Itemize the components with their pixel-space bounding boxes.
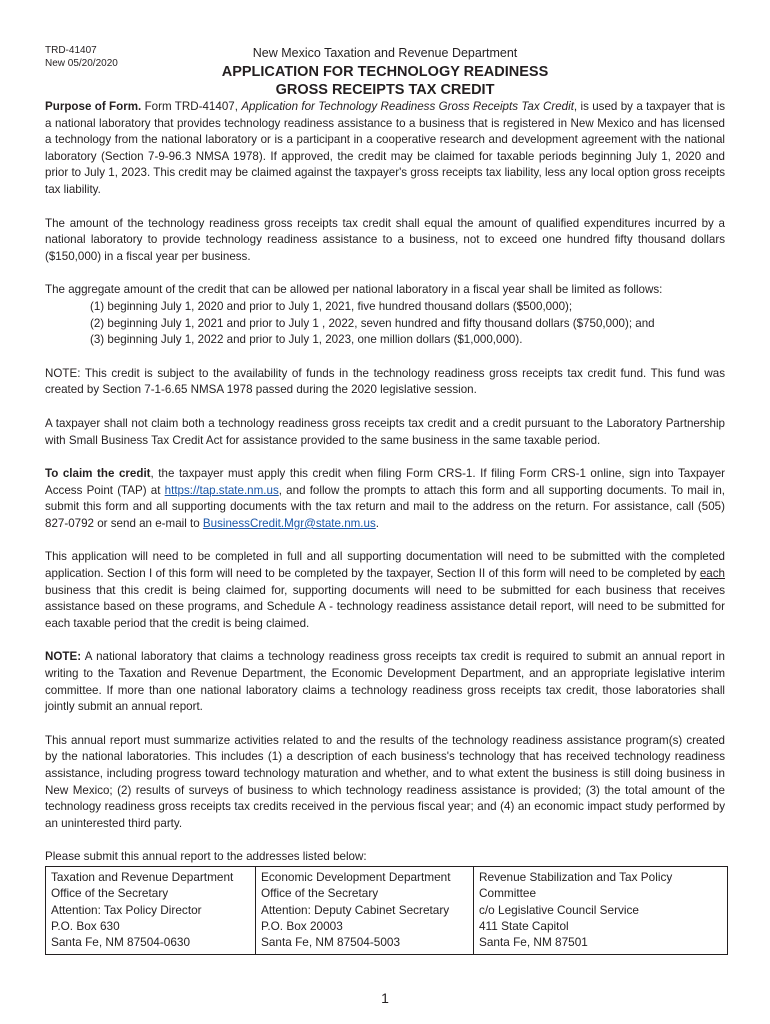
form-date: New 05/20/2020 [45,58,118,69]
note-report-paragraph [45,649,725,715]
address-line: P.O. Box 630 [51,918,120,933]
purpose-heading: Purpose of Form. [45,100,142,113]
address-line: Santa Fe, NM 87504-0630 [51,935,191,950]
no-both-paragraph: A taxpayer shall not claim both a technology readiness gross receipts tax credit and a credit pursuant to the Laboratory Partnership with Small Business Tax Credit Act for assistance provided to the same business in the same taxable period. [45,416,725,447]
purpose-form-name: Application for Technology Readiness Gross Receipts Tax Credit [241,100,574,113]
address-line: Office of the Secretary [261,886,379,901]
page-title [0,63,770,99]
agency-name: New Mexico Taxation and Revenue Department [252,46,518,60]
title-line-2: GROSS RECEIPTS TAX CREDIT [275,82,495,98]
purpose-lead: Form TRD-41407, [141,100,242,113]
address-line: Economic Development Department [261,869,451,884]
claim-text-3: . [375,516,379,530]
address-line: P.O. Box 20003 [261,918,343,933]
addresses-row [46,866,728,954]
purpose-text: , is used by a taxpayer that is a national laboratory that provides technology readiness assistance to a business that is registered in New Mexico and has licensed a technology from the national laboratory or is a participant in a cooperative research and development agreement with the national laboratory (Section 7-9-96.3 NMSA 1978). If approved, the credit may be claimed for taxable periods beginning July 1, 2020 and prior to July 1, 2023. This credit may be claimed against the taxpayer's gross receipts tax liability, less any local option gross receipts tax liability. [45,100,726,196]
form-number: TRD-41407 [45,45,97,56]
claim-heading: To claim the credit [45,467,151,481]
address-line: Attention: Tax Policy Director [51,902,202,917]
claim-text-1: , the taxpayer must apply this credit when filing Form CRS-1. If filing Form CRS-1 online, sign into Taxpayer Access Point (TAP) at [45,467,726,497]
address-line: Committee [479,886,537,901]
note-funds-paragraph: NOTE: This credit is subject to the availability of funds in the technology readiness gross receipts tax credit fund. This fund was created by Section 7-1-6.65 NMSA 1978 passed during the 2020 legislative session. [45,366,725,397]
document-body [45,99,725,955]
address-economic-development [256,866,474,954]
application-each: each [699,567,725,581]
address-revenue-stabilization [474,866,728,954]
address-line: 411 State Capitol [479,918,569,933]
application-text-1: This application will need to be completed in full and all supporting documentation will need to be submitted with the completed application. Section I of this form will need to be completed by the taxpayer, Section II of this form will need to be completed by [45,550,725,581]
address-line: Revenue Stabilization and Tax Policy [479,869,673,884]
amount-paragraph: The amount of the technology readiness gross receipts tax credit shall equal the amount of qualified expenditures incurred by a national laboratory to provide technology readiness assistance to a business, not to exceed one hundred fifty thousand dollars ($150,000) in a fiscal year per business. [45,216,725,263]
address-line: Santa Fe, NM 87504-5003 [261,935,401,950]
address-line: Office of the Secretary [51,886,169,901]
annual-report-paragraph: This annual report must summarize activities related to and the results of the technology readiness assistance program(s) created by the national laboratories. This includes (1) a description of each business's technology that has received technology readiness assistance, including progress toward technology maturation and whether, and to what extent the business is still doing business in New Mexico; (2) results of surveys of business to which technology readiness assistance is provided; (3) the total amount of the technology readiness gross receipts tax credits received in the pervious fiscal year; and (4) an economic impact study performed by an uninterested third party. [45,733,725,830]
address-line: Santa Fe, NM 87501 [479,935,588,950]
aggregate-limits [45,282,725,348]
email-link[interactable]: BusinessCredit.Mgr@state.nm.us [202,516,376,530]
addresses-table [45,866,728,955]
address-line: Attention: Deputy Cabinet Secretary [261,902,450,917]
addresses-intro: Please submit this annual report to the addresses listed below: [45,850,367,864]
aggregate-intro: The aggregate amount of the credit that can be allowed per national laboratory in a fiscal year shall be limited as follows: [45,283,663,297]
aggregate-item-1: (1) beginning July 1, 2020 and prior to July 1, 2021, five hundred thousand dollars ($500,000); [90,299,573,313]
aggregate-item-2: (2) beginning July 1, 2021 and prior to July 1 , 2022, seven hundred and fifty thousand dollars ($750,000); and [90,316,655,330]
address-taxation-revenue [46,866,256,954]
application-text-2: business that this credit is being claimed for, supporting documents will need to be submitted for each business that receives assistance based on these programs, and Schedule A - technology readiness assistance detail report, will need to be submitted for each taxable period that the credit is being claimed. [45,583,725,630]
claim-paragraph [45,466,725,532]
claim-text-2: , and follow the prompts to attach this form and all supporting documents. To mail in, submit this form and all supporting documents with the tax return and mail to the address on the return. For assistance, call (505) 827-0792 or send an e-mail to [45,483,725,530]
page-number: 1 [381,990,389,1006]
tap-link[interactable]: https://tap.state.nm.us [164,483,279,497]
application-paragraph [45,549,725,632]
purpose-paragraph [45,99,725,199]
address-line: c/o Legislative Council Service [479,902,639,917]
note-report-text: A national laboratory that claims a technology readiness gross receipts tax credit is required to submit an annual report in writing to the Taxation and Revenue Department, the Economic Development Department, and an appropriate legislative interim committee. If more than one national laboratory claims a technology readiness gross receipts tax credit, those laboratories shall jointly submit an annual report. [45,650,725,714]
note-report-heading: NOTE: [45,650,82,664]
address-line: Taxation and Revenue Department [51,869,234,884]
title-line-1: APPLICATION FOR TECHNOLOGY READINESS [221,64,549,80]
aggregate-item-3: (3) beginning July 1, 2022 and prior to July 1, 2023, one million dollars ($1,000,000). [90,333,523,347]
